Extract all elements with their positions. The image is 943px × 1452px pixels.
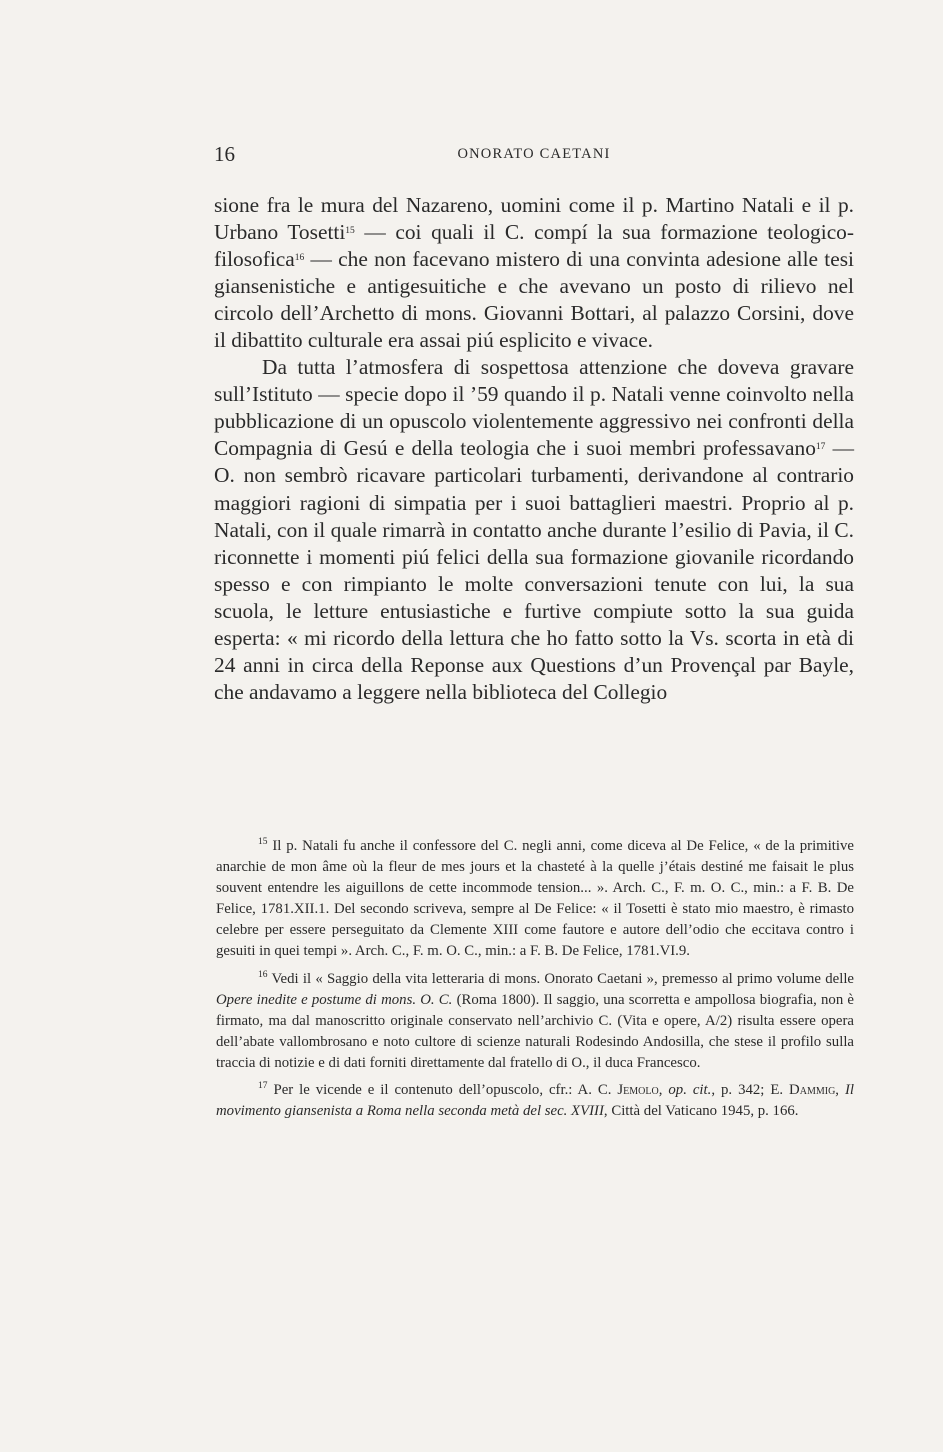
footnote-text: , p. 342; E. bbox=[711, 1082, 790, 1099]
footnote-text: Per le vicende e il contenuto dell’opuscolo, cfr.: A. C. bbox=[267, 1082, 618, 1099]
footnote-ref-16: 16 bbox=[294, 253, 305, 264]
footnote-15 bbox=[216, 836, 854, 963]
footnote-16 bbox=[216, 969, 854, 1074]
paragraph-2-text-b: — O. non sembrò ricavare particolari turbamenti, derivandone al contrario maggiori ragioni di simpatia per i suoi battaglieri maestri. Proprio al p. Natali, con il quale rimarrà in contatto anche durante l’esilio di Pavia, il C. riconnette i momenti piú felici della sua formazione giovanile ricordando spesso e con rimpianto le molte conversazioni tenute con lui, la sua scuola, le letture entusiastiche e furtive compiute sotto la sua guida esperta: « mi ricordo della lettura che ho fatto sotto la Vs. scorta in età di 24 anni in circa della Reponse aux Questions d’un Provençal par Bayle, che andavamo a leggere nella biblioteca del Collegio bbox=[214, 436, 854, 704]
paragraph-1-text-b: — coi quali il C. compí la sua formazione teologico-filosofica bbox=[214, 220, 855, 272]
footnote-text: (Roma 1800). Il saggio, una scorretta e ampollosa biografia, non è firmato, ma dal manoscritto originale conservato nell’archivio C. (Vita e opere, A/2) risulta essere opera dell’abate vallombrosano e noto cultore di scienze naturali Rodesindo Andosilla, che stese il profilo sulla traccia di notizie e di dati forniti direttamente dal fratello di O., il duca Francesco. bbox=[216, 991, 854, 1071]
paragraph-2 bbox=[214, 354, 854, 706]
footnote-ref-15: 15 bbox=[345, 226, 355, 237]
footnote-text: , bbox=[835, 1082, 845, 1099]
footnote-text: , Città del Vaticano 1945, p. 166. bbox=[603, 1103, 799, 1120]
footnote-title: Opere inedite e postume di mons. O. C. bbox=[216, 991, 453, 1008]
footnote-ref-17: 17 bbox=[815, 442, 826, 453]
paragraph-1-text-c: — che non facevano mistero di una convinta adesione alle tesi giansenistiche e antigesuitiche e che avevano un posto di rilievo nel circolo dell’Archetto di mons. Giovanni Bottari, al palazzo Corsini, dove il dibattito culturale era assai piú esplicito e vivace. bbox=[214, 247, 854, 353]
footnote-text: , bbox=[658, 1082, 669, 1099]
paragraph-1-text-a: sione fra le mura del Nazareno, uomini come il p. Martino Natali e il p. Urbano Tosetti bbox=[214, 193, 854, 245]
footnote-text: Il p. Natali fu anche il confessore del C. negli anni, come diceva al De Felice, « de la primitive anarchie de mon âme où la fleur de mes jours et la chasteté à la quelle j’étais destiné me faisait le plus souvent entendre les aiguillons de cette incommode tension... ». Arch. C., F. m. O. C., min.: a F. B. De Felice, 1781.XII.1. Del secondo scriveva, sempre al De Felice: « il Tosetti è stato mio maestro, è rimasto celebre per essere perseguitato da Clemente XIII come fautore e autore dell’odio che eccitava contro i gesuiti in quei tempi ». Arch. C., F. m. O. C., min.: a F. B. De Felice, 1781.VI.9. bbox=[216, 838, 854, 960]
footnote-number: 17 bbox=[258, 1081, 268, 1092]
footnote-author: Jemolo bbox=[617, 1082, 659, 1099]
footnote-op-cit: op. cit. bbox=[668, 1082, 712, 1099]
footnote-number: 15 bbox=[258, 837, 268, 847]
footnote-author: Dammig bbox=[789, 1082, 836, 1099]
paragraph-2-text-a: Da tutta l’atmosfera di sospettosa attenzione che doveva gravare sull’Istituto — specie dopo il ’59 quando il p. Natali venne coinvolto nella pubblicazione di un opuscolo violentemente aggressivo nei confronti della Compagnia di Gesú e della teologia che i suoi membri professavano bbox=[214, 355, 854, 461]
page-number: 16 bbox=[214, 142, 235, 166]
running-head: ONORATO CAETANI bbox=[457, 146, 611, 162]
footnote-number: 16 bbox=[258, 969, 268, 980]
page-header bbox=[214, 142, 854, 172]
main-text bbox=[214, 192, 854, 706]
footnotes bbox=[216, 836, 854, 1128]
footnote-title: Il movimento giansenista a Roma nella seconda metà del sec. XVIII bbox=[216, 1082, 855, 1120]
footnote-text: Vedi il « Saggio della vita letteraria di mons. Onorato Caetani », premesso al primo volume delle bbox=[267, 970, 854, 987]
paragraph-1 bbox=[214, 192, 854, 354]
footnote-17 bbox=[216, 1080, 854, 1122]
